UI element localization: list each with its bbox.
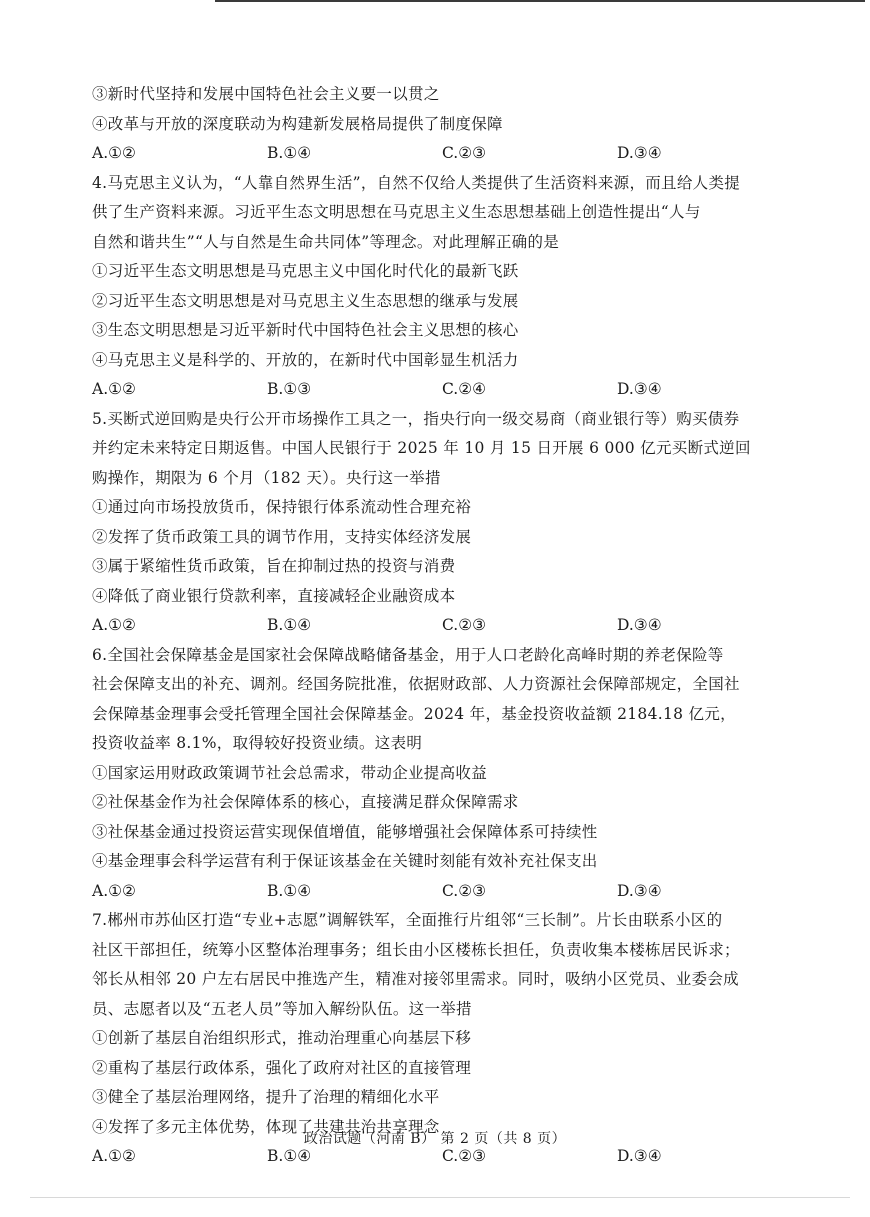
question-3-tail [92, 80, 792, 169]
q6-option-c: C.②③ [442, 881, 487, 900]
q6-options [92, 877, 792, 907]
q4-stem-line-1: 4.马克思主义认为，“人靠自然界生活”，自然不仅给人类提供了生活资料来源，而且给人类提 [92, 173, 741, 192]
q5-option-c: C.②③ [442, 616, 487, 634]
page-footer: 政治试题（河南 B） 第 2 页（共 8 页） [303, 1131, 567, 1147]
q7-option-d: D.③④ [617, 1147, 662, 1165]
q5-stem-line-3: 购操作，期限为 6 个月（182 天）。央行这一举措 [92, 468, 441, 487]
q5-item-3: ③属于紧缩性货币政策，旨在抑制过热的投资与消费 [92, 557, 456, 575]
q7-option-b: B.①④ [267, 1147, 312, 1165]
q5-item-4: ④降低了商业银行贷款利率，直接减轻企业融资成本 [92, 586, 456, 605]
q7-option-c: C.②③ [442, 1147, 487, 1165]
q3-item-4: ④改革与开放的深度联动为构建新发展格局提供了制度保障 [92, 114, 503, 133]
exam-page [92, 80, 792, 1172]
q6-item-3: ③社保基金通过投资运营实现保值增值，能够增强社会保障体系可持续性 [92, 822, 598, 841]
q4-option-c: C.②④ [442, 380, 487, 398]
q7-stem-line-2: 社区干部担任，统筹小区整体治理事务；组长由小区楼栋长担任，负责收集本楼栋居民诉求； [92, 940, 740, 959]
q7-item-4: ④发挥了多元主体优势，体现了共建共治共享理念 [92, 1117, 440, 1136]
q3-option-a: A.①② [92, 144, 136, 162]
q4-item-1: ①习近平生态文明思想是马克思主义中国化时代化的最新飞跃 [92, 262, 519, 280]
q5-item-1: ①通过向市场投放货币，保持银行体系流动性合理充裕 [92, 498, 472, 516]
q3-option-d: D.③④ [617, 144, 662, 162]
q4-option-a: A.①② [92, 380, 136, 398]
q5-stem-line-1: 5.买断式逆回购是央行公开市场操作工具之一，指央行向一级交易商（商业银行等）购买债券 [92, 409, 740, 428]
q5-options [92, 611, 792, 641]
q5-option-b: B.①④ [267, 616, 312, 634]
question-6 [92, 641, 792, 907]
q6-option-b: B.①④ [267, 881, 312, 900]
q7-item-2: ②重构了基层行政体系，强化了政府对社区的直接管理 [92, 1058, 472, 1077]
q7-option-a: A.①② [92, 1147, 136, 1165]
q5-stem-line-2: 并约定未来特定日期返售。中国人民银行于 2025 年 10 月 15 日开展 6 000 亿元买断式逆回 [92, 439, 751, 457]
q6-stem-line-1: 6.全国社会保障基金是国家社会保障战略储备基金，用于人口老龄化高峰时期的养老保险等 [92, 645, 724, 664]
scan-bottom-line [30, 1197, 850, 1199]
q4-option-b: B.①③ [267, 380, 312, 398]
q6-option-a: A.①② [92, 881, 136, 900]
q3-item-3: ③新时代坚持和发展中国特色社会主义要一以贯之 [92, 85, 440, 103]
question-5 [92, 405, 792, 641]
q6-option-d: D.③④ [617, 881, 662, 900]
q6-item-1: ①国家运用财政政策调节社会总需求，带动企业提高收益 [92, 763, 488, 782]
q3-options [92, 139, 792, 169]
q7-stem-line-4: 员、志愿者以及“五老人员”等加入解纷队伍。这一举措 [92, 999, 472, 1018]
q5-option-a: A.①② [92, 616, 136, 634]
q3-option-c: C.②③ [442, 144, 487, 162]
q6-stem-line-3: 会保障基金理事会受托管理全国社会保障基金。2024 年，基金投资收益额 2184.18 亿元， [92, 704, 736, 723]
q4-option-d: D.③④ [617, 380, 662, 398]
q4-item-3: ③生态文明思想是习近平新时代中国特色社会主义思想的核心 [92, 321, 519, 339]
q6-item-2: ②社保基金作为社会保障体系的核心，直接满足群众保障需求 [92, 793, 519, 811]
q6-stem-line-4: 投资收益率 8.1%，取得较好投资业绩。这表明 [92, 734, 423, 752]
q4-stem-line-2: 供了生产资料来源。习近平生态文明思想在马克思主义生态思想基础上创造性提出“人与 [92, 203, 701, 221]
scan-edge-line [215, 0, 865, 3]
q4-options [92, 375, 792, 405]
q5-option-d: D.③④ [617, 616, 662, 634]
question-4 [92, 169, 792, 405]
q3-option-b: B.①④ [267, 144, 312, 162]
q4-item-4: ④马克思主义是科学的、开放的，在新时代中国彰显生机活力 [92, 350, 519, 369]
q7-stem-line-1: 7.郴州市苏仙区打造“专业+志愿”调解铁军，全面推行片组邻“三长制”。片长由联系小区的 [92, 911, 723, 929]
q5-item-2: ②发挥了货币政策工具的调节作用，支持实体经济发展 [92, 527, 472, 546]
q7-stem-line-3: 邻长从相邻 20 户左右居民中推选产生，精准对接邻里需求。同时，吸纳小区党员、业委会成 [92, 970, 739, 988]
q6-stem-line-2: 社会保障支出的补充、调剂。经国务院批准，依据财政部、人力资源社会保障部规定，全国社 [92, 675, 740, 693]
q6-item-4: ④基金理事会科学运营有利于保证该基金在关键时刻能有效补充社保支出 [92, 852, 598, 870]
q7-item-3: ③健全了基层治理网络，提升了治理的精细化水平 [92, 1088, 440, 1106]
q4-item-2: ②习近平生态文明思想是对马克思主义生态思想的继承与发展 [92, 291, 519, 310]
q7-item-1: ①创新了基层自治组织形式，推动治理重心向基层下移 [92, 1029, 472, 1047]
q4-stem-line-3: 自然和谐共生”“人与自然是生命共同体”等理念。对此理解正确的是 [92, 232, 560, 251]
